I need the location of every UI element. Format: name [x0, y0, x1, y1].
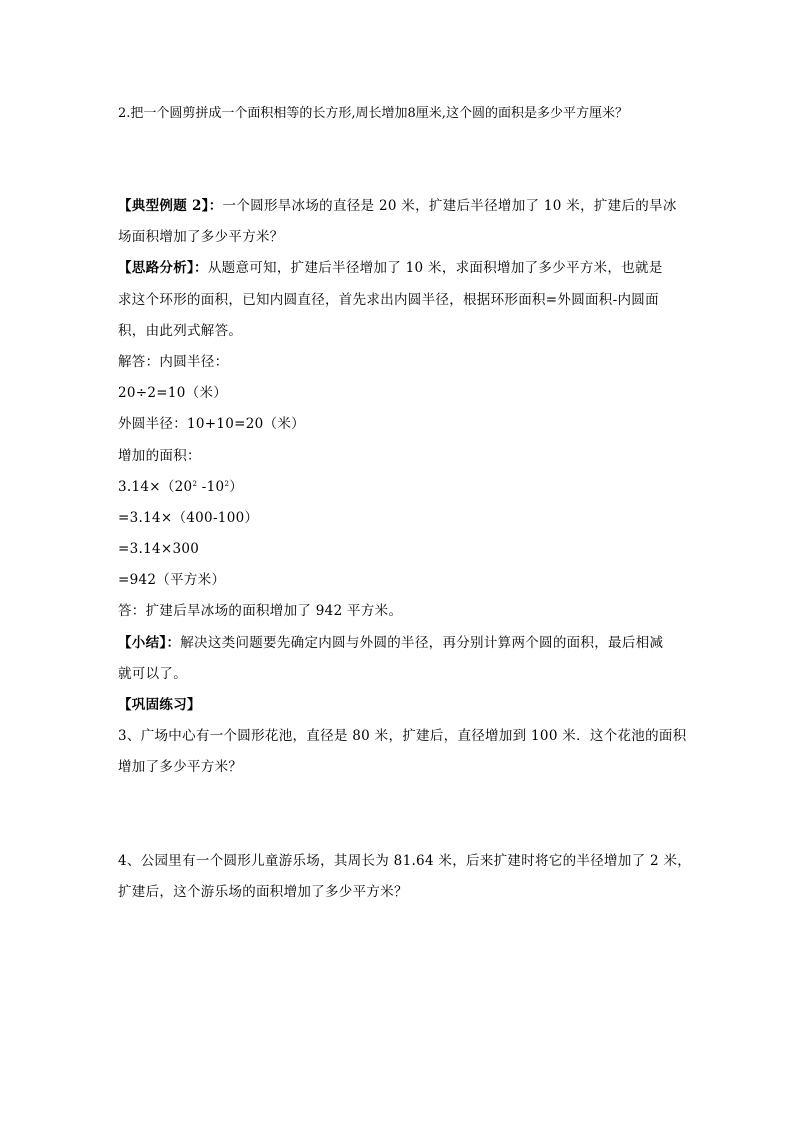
practice-header: 【巩固练习】	[118, 697, 201, 713]
formula-part-a: 3.14×（20	[118, 479, 193, 495]
summary-line-1	[118, 634, 663, 652]
example-2-line-1	[118, 197, 677, 215]
solution-step-7: =942（平方米）	[118, 572, 226, 588]
exponent-1: 2	[192, 480, 198, 488]
solution-step-3: 增加的面积：	[118, 448, 201, 464]
formula-part-c: ）	[229, 479, 244, 495]
summary-text: 解决这类问题要先确定内圆与外圆的半径，再分别计算两个圆的面积，最后相减	[180, 635, 664, 651]
solution-answer: 答：扩建后旱冰场的面积增加了 942 平方米。	[118, 603, 403, 619]
solution-step-1: 20÷2=10（米）	[118, 385, 228, 401]
analysis-line-2: 求这个环形的面积，已知内圆直径，首先求出内圆半径，根据环形面积=外圆面积-内圆面	[118, 292, 659, 308]
problem-2-text: 2.把一个圆剪拼成一个面积相等的长方形,周长增加8厘米,这个圆的面积是多少平方厘米？	[118, 106, 628, 121]
solution-header: 解答：内圆半径：	[118, 354, 229, 370]
analysis-text: 从题意可知，扩建后半径增加了 10 米，求面积增加了多少平方米，也就是	[207, 260, 663, 276]
example-2-line-2: 场面积增加了多少平方米？	[118, 229, 284, 245]
solution-step-5: =3.14×（400-100）	[118, 510, 259, 526]
exponent-2: 2	[224, 480, 230, 488]
summary-line-2: 就可以了。	[118, 666, 187, 682]
summary-label: 【小结】：	[118, 635, 181, 651]
formula-part-b: -10	[197, 479, 225, 495]
question-3-line-2: 增加了多少平方米？	[118, 759, 243, 775]
question-3-line-1: 3、广场中心有一个圆形花池，直径是 80 米，扩建后，直径增加到 100 米．这个花池的面积	[118, 728, 687, 744]
example-2-text: 一个圆形旱冰场的直径是 20 米，扩建后半径增加了 10 米，扩建后的旱冰	[222, 198, 677, 214]
analysis-line-3: 积，由此列式解答。	[118, 323, 243, 339]
solution-step-6: =3.14×300	[118, 541, 200, 557]
solution-step-2: 外圆半径：10+10=20（米）	[118, 416, 305, 432]
analysis-label: 【思路分析】：	[118, 260, 208, 276]
question-4-line-1: 4、公园里有一个圆形儿童游乐场，其周长为 81.64 米，后来扩建时将它的半径增加了 2 米，	[118, 853, 692, 869]
analysis-line-1	[118, 259, 663, 277]
solution-step-4	[118, 478, 243, 496]
example-2-label: 【典型例题 2】：	[118, 198, 223, 214]
question-4-line-2: 扩建后，这个游乐场的面积增加了多少平方米？	[118, 884, 408, 900]
